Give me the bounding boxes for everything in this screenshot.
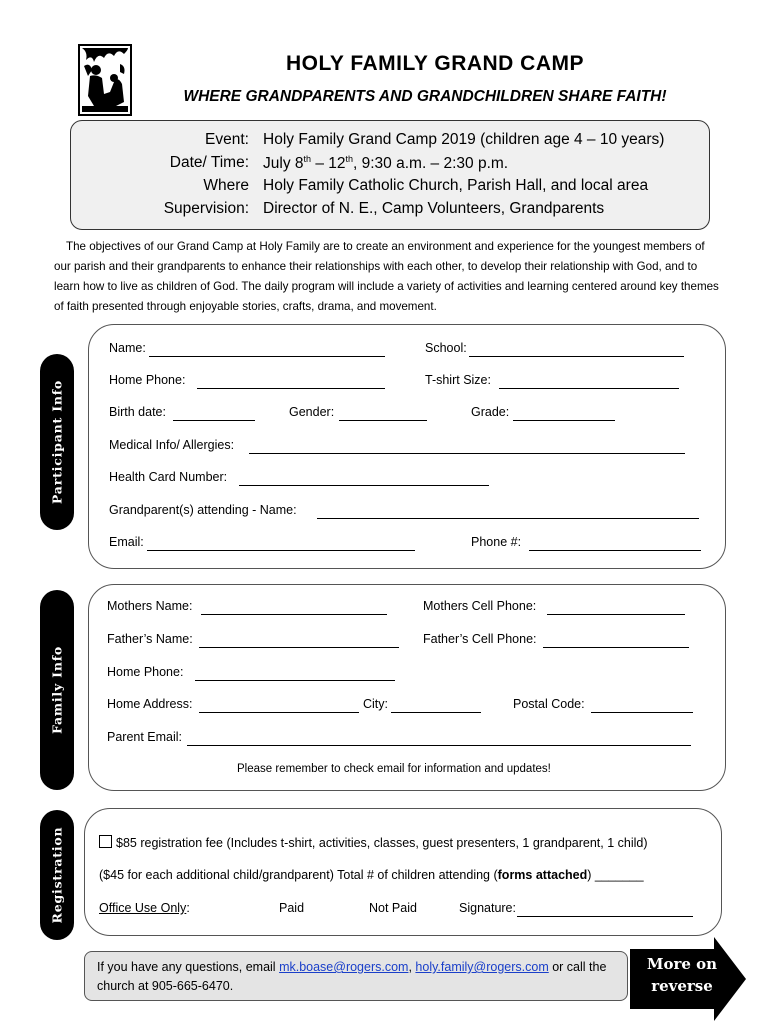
- fathers-cell-line[interactable]: [543, 647, 689, 648]
- gender-line[interactable]: [339, 420, 427, 421]
- info-row-event: [71, 131, 711, 155]
- mothers-name-label: Mothers Name:: [107, 599, 193, 613]
- grade-label: Grade:: [471, 405, 510, 419]
- email-reminder: Please remember to check email for information and updates!: [237, 763, 551, 775]
- paid-label: Paid: [279, 901, 305, 915]
- birth-date-label: Birth date:: [109, 405, 166, 419]
- parent-email-line[interactable]: [187, 745, 691, 746]
- tshirt-size-label: T-shirt Size:: [425, 373, 491, 387]
- name-label: Name:: [109, 341, 146, 355]
- more-on-line: More on: [646, 955, 718, 973]
- signature-line[interactable]: [517, 916, 693, 917]
- school-label: School:: [425, 341, 467, 355]
- more-on-reverse-arrow: [628, 937, 748, 1021]
- city-line[interactable]: [391, 712, 481, 713]
- registration-fee-text: $85 registration fee (Includes t-shirt, activities, classes, guest presenters, 1 grandparent, 1 child): [116, 836, 648, 850]
- info-label-supervision: Supervision:: [163, 200, 249, 217]
- fathers-name-label: Father’s Name:: [107, 632, 193, 646]
- tshirt-size-line[interactable]: [499, 388, 679, 389]
- registration-section: [84, 808, 722, 936]
- email-line[interactable]: [147, 550, 415, 551]
- family-info-section: [88, 584, 726, 791]
- registration-tab-label: Registration: [49, 826, 65, 924]
- holy-family-logo: [78, 44, 132, 116]
- office-use-text: Office Use Only: [99, 901, 187, 915]
- family-info-tab: [40, 590, 74, 790]
- participant-info-section: [88, 324, 726, 569]
- children-count-blank: ) _______: [587, 868, 644, 882]
- info-row-supervision: [71, 200, 711, 224]
- mothers-name-line[interactable]: [201, 614, 387, 615]
- additional-child-row: [99, 868, 644, 882]
- school-line[interactable]: [469, 356, 684, 357]
- health-card-line[interactable]: [239, 485, 489, 486]
- holy-family-silhouette-icon: [80, 46, 130, 114]
- page-title: HOLY FAMILY GRAND CAMP: [285, 52, 585, 75]
- more-on-reverse-text: [632, 953, 732, 997]
- home-address-line[interactable]: [199, 712, 359, 713]
- birth-date-line[interactable]: [173, 420, 255, 421]
- gender-label: Gender:: [289, 405, 335, 419]
- email-link-holy-family[interactable]: holy.family@rogers.com: [415, 960, 549, 974]
- family-home-phone-label: Home Phone:: [107, 665, 184, 679]
- signature-label: Signature:: [459, 901, 516, 915]
- contact-separator: ,: [408, 960, 416, 974]
- postal-code-label: Postal Code:: [513, 697, 585, 711]
- info-label-where: Where: [203, 177, 249, 194]
- email-link-boase[interactable]: mk.boase@rogers.com: [279, 960, 409, 974]
- grade-line[interactable]: [513, 420, 615, 421]
- info-value-where: Holy Family Catholic Church, Parish Hall, and local area: [263, 177, 649, 194]
- event-info-box: [70, 120, 710, 230]
- fathers-cell-label: Father’s Cell Phone:: [423, 632, 537, 646]
- home-address-label: Home Address:: [107, 697, 193, 711]
- grandparent-name-label: Grandparent(s) attending - Name:: [109, 503, 297, 517]
- fathers-name-line[interactable]: [199, 647, 399, 648]
- office-use-label: [99, 901, 190, 915]
- additional-child-text: ($45 for each additional child/grandparent) Total # of children attending (: [99, 868, 498, 882]
- info-value-date: [263, 154, 508, 173]
- date-start-suffix: th: [303, 154, 312, 164]
- mothers-cell-label: Mothers Cell Phone:: [423, 599, 537, 613]
- reverse-line: reverse: [651, 977, 713, 995]
- home-phone-label: Home Phone:: [109, 373, 186, 387]
- phone-label: Phone #:: [471, 535, 522, 549]
- parent-email-label: Parent Email:: [107, 730, 183, 744]
- city-label: City:: [363, 697, 388, 711]
- contact-text-post: or call the church at 905-665-6470.: [97, 960, 607, 993]
- intro-text: The objectives of our Grand Camp at Holy Family are to create an environment and experience for the youngest members of our parish and their grandparents to enhance their relationships with each other, to develop their relationship with God, and to learn how to live as children of God. The daily program will include a variety of activities and learning centered around key themes of faith presented through enjoyable stories, crafts, drama, and movement.: [54, 240, 719, 313]
- time-range: , 9:30 a.m. – 2:30 p.m.: [353, 155, 509, 173]
- contact-text-pre: If you have any questions, email: [97, 960, 280, 974]
- participant-info-tab: [40, 354, 74, 530]
- info-row-date: [71, 154, 711, 178]
- info-row-where: [71, 177, 711, 201]
- info-label-event: Event:: [205, 131, 249, 148]
- medical-info-label: Medical Info/ Allergies:: [109, 438, 235, 452]
- email-label: Email:: [109, 535, 144, 549]
- office-use-colon: :: [186, 901, 190, 915]
- home-phone-line[interactable]: [197, 388, 385, 389]
- mothers-cell-line[interactable]: [547, 614, 685, 615]
- page-subtitle: WHERE GRANDPARENTS AND GRANDCHILDREN SHARE FAITH!: [183, 88, 667, 105]
- registration-fee-checkbox[interactable]: [99, 835, 112, 848]
- info-value-supervision: Director of N. E., Camp Volunteers, Grandparents: [263, 200, 605, 217]
- info-value-event: Holy Family Grand Camp 2019 (children age 4 – 10 years): [263, 131, 665, 148]
- contact-box: [84, 951, 628, 1001]
- info-label-date: Date/ Time:: [169, 154, 249, 171]
- name-line[interactable]: [149, 356, 385, 357]
- grandparent-name-line[interactable]: [317, 518, 699, 519]
- date-end-suffix: th: [345, 154, 354, 164]
- not-paid-label: Not Paid: [369, 901, 417, 915]
- family-info-tab-label: Family Info: [49, 645, 65, 735]
- date-end: – 12: [311, 155, 346, 173]
- family-home-phone-line[interactable]: [195, 680, 395, 681]
- registration-fee-row: [99, 835, 648, 850]
- health-card-label: Health Card Number:: [109, 470, 228, 484]
- participant-info-tab-label: Participant Info: [49, 379, 65, 505]
- medical-info-line[interactable]: [249, 453, 685, 454]
- date-start: July 8: [263, 155, 304, 173]
- forms-attached-text: forms attached: [497, 868, 588, 882]
- registration-tab: [40, 810, 74, 940]
- intro-paragraph: [54, 237, 724, 317]
- phone-line[interactable]: [529, 550, 701, 551]
- postal-code-line[interactable]: [591, 712, 693, 713]
